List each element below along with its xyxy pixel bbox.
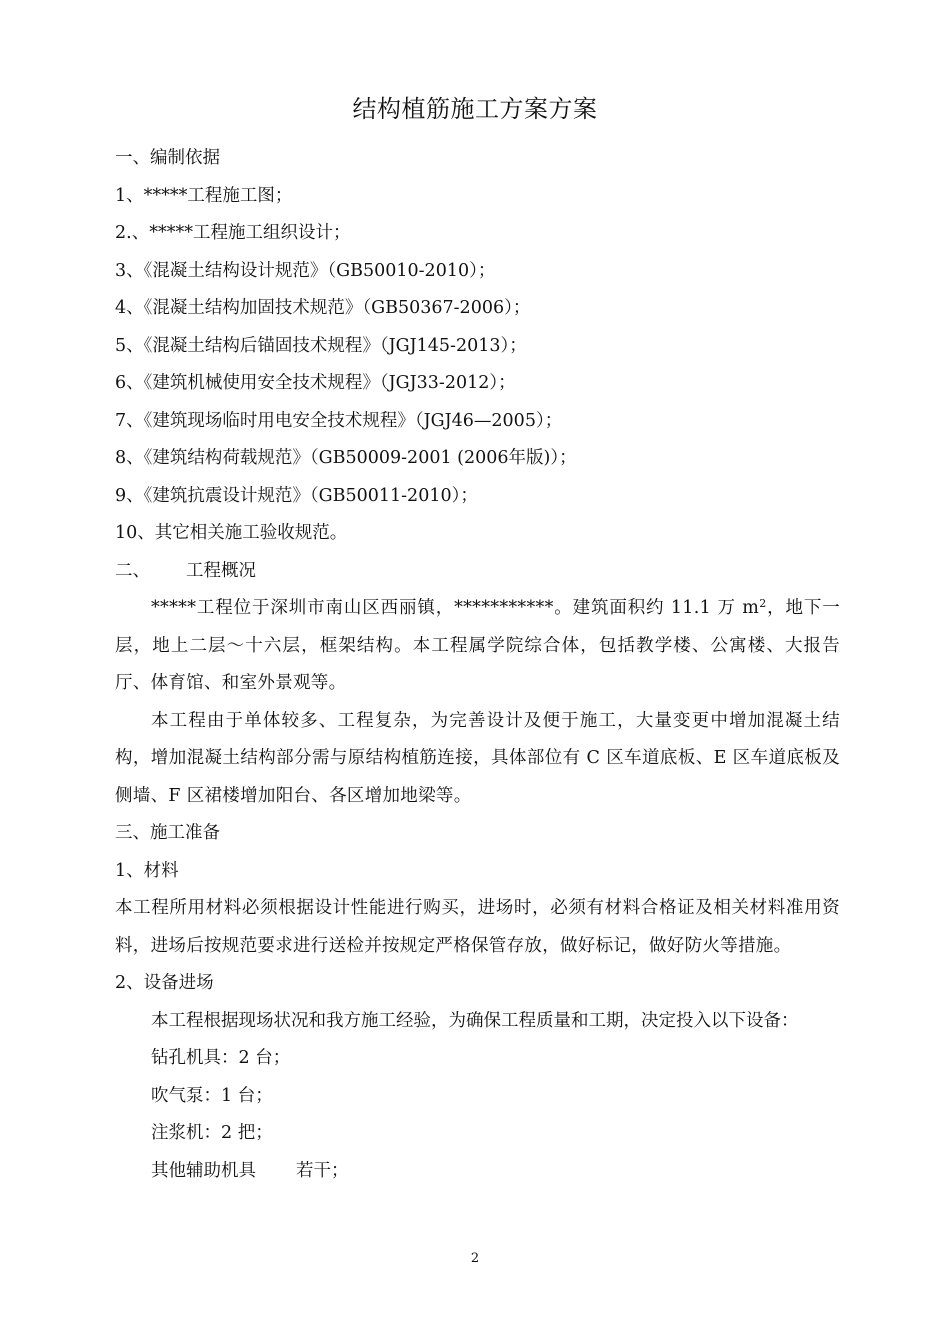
basis-item: 9、《建筑抗震设计规范》（GB50011-2010）； (115, 485, 478, 506)
superscript-2: 2 (759, 597, 767, 610)
overview-text-1b: ，地下一层，地上二层～十六层，框架结构。本工程属学院综合体，包括教学楼、公寓楼、大报告厅、体育馆、和室外景观等。 (115, 598, 840, 693)
subheading-materials: 1、材料 (115, 860, 179, 881)
overview-paragraph-2: 本工程由于单体较多、工程复杂，为完善设计及便于施工，大量变更中增加混凝土结构，增加混凝土结构部分需与原结构植筋连接，具体部位有 C 区车道底板、E 区车道底板及侧墙、F 区裙楼增加阳台、各区增加地梁等。 (115, 710, 840, 806)
basis-item: 10、其它相关施工验收规范。 (115, 523, 348, 543)
basis-item: 8、《建筑结构荷载规范》（GB50009-2001 (2006年版)）； (115, 448, 577, 468)
equipment-item: 吹气泵：1 台； (151, 1085, 273, 1106)
subheading-equipment: 2、设备进场 (115, 973, 214, 993)
basis-item: 2.、*****工程施工组织设计； (115, 223, 351, 243)
materials-paragraph: 本工程所用材料必须根据设计性能进行购买，进场时，必须有材料合格证及相关材料准用资料，进场后按规范要求进行送检并按规定严格保管存放，做好标记，做好防火等措施。 (115, 898, 840, 956)
overview-paragraph-1 (115, 590, 840, 703)
section-heading-text: 工程概况 (186, 560, 256, 581)
equipment-other-value: 若干； (296, 1160, 349, 1181)
document-body (115, 140, 840, 1190)
overview-text-1a: *****工程位于深圳市南山区西丽镇，***********。建筑面积约 11.1 万 m (151, 598, 760, 618)
basis-item: 6、《建筑机械使用安全技术规程》（JGJ33-2012）； (115, 373, 516, 393)
equipment-other-label: 其他辅助机具 (151, 1160, 256, 1181)
basis-item: 7、《建筑现场临时用电安全技术规程》（JGJ46—2005）； (115, 410, 563, 431)
section-heading-basis: 一、编制依据 (115, 148, 220, 168)
equipment-item: 钻孔机具：2 台； (151, 1048, 291, 1068)
page-number: 2 (470, 1251, 480, 1266)
equipment-intro: 本工程根据现场状况和我方施工经验，为确保工程质量和工期，决定投入以下设备： (151, 1010, 799, 1031)
basis-item: 5、《混凝土结构后锚固技术规程》（JGJ145-2013）； (115, 335, 527, 356)
basis-item: 3、《混凝土结构设计规范》（GB50010-2010）； (115, 260, 496, 281)
section-heading-number: 二、 (115, 560, 150, 581)
equipment-item-other (115, 1153, 840, 1191)
section-heading-preparation: 三、施工准备 (115, 823, 220, 843)
equipment-item: 注浆机：2 把； (151, 1123, 273, 1143)
basis-item: 4、《混凝土结构加固技术规范》（GB50367-2006）； (115, 298, 531, 318)
section-heading-overview (115, 553, 840, 591)
basis-item: 1、*****工程施工图； (115, 185, 293, 206)
document-title: 结构植筋施工方案方案 (352, 95, 598, 123)
